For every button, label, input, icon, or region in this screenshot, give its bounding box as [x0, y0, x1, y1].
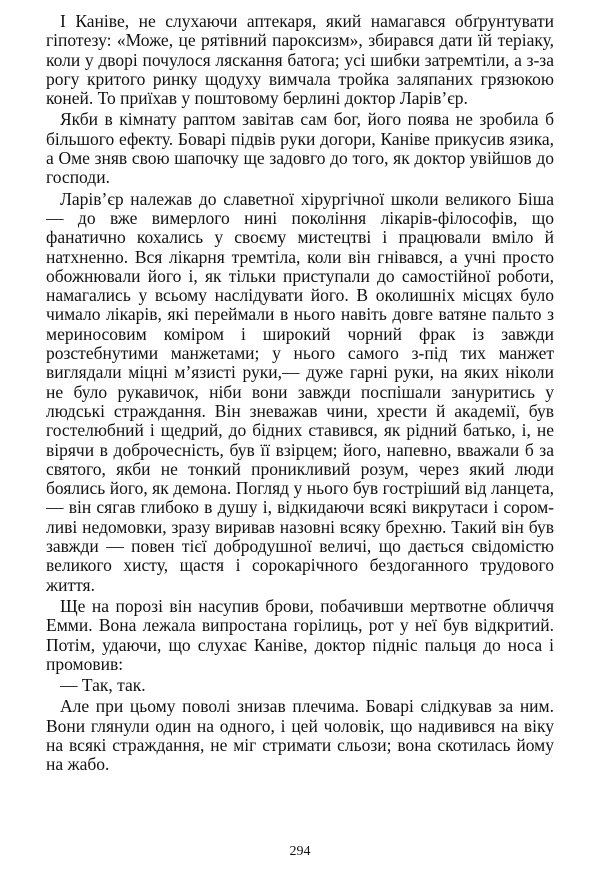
book-page [46, 12, 554, 872]
paragraph-5-dialogue: — Так, так. [60, 675, 146, 696]
paragraph-2: Якби в кімнату раптом завітав сам бог, його поява не зробила б більшого ефекту. Боварі підвів руки догори, Каніве прикусив язика, а Оме зняв свою шапочку ще задовго до того, як доктор увійшов до господи. [46, 109, 554, 188]
paragraph-1: І Каніве, не слухаючи аптекаря, який намагався обґрунтувати гіпотезу: «Може, це рятівний пароксизм», збирався дати їй теріаку, коли у дворі почулося ляскання батога; усі шибки затремтіли, а з-за рогу критого ринку щодуху вимчала тройка заляпаних грязюкою коней. То приїхав у поштовому берлині доктор Ларів’єр. [46, 11, 554, 109]
paragraph-4: Ще на порозі він насупив брови, побачивши мертвотне обличчя Емми. Вона лежала випростана горілиць, рот у неї був відкритий. Потім, удаючи, що слухає Каніве, доктор підніс пальця до носа і промовив: [46, 595, 554, 674]
paragraph-3: Ларів’єр належав до славетної хірургічної школи великого Біша — до вже вимерлого нині покоління лікарів-філософів, що фанатично кохались у своєму мистецтві і працювали вміло й натхненно. Вся лікарня тремтіла, коли він гнівався, а учні просто обожнювали його і, як тільки приступали до самостійної роботи, намагались у всьому наслідувати його. В околишніх місцях було чимало лікарів, які переймали в нього навіть довге ватяне пальто з мериносовим коміром і широкий чорний фрак із завжди розстебнутими манжетами; у нього самого з-під тих манжет виглядали міцні м’язисті руки,— дуже гарні руки, на яких ніколи не було рукавичок, ніби вони завжди поспішали зануритись у людські страждання. Він зневажав чини, хрести й академії, був гостелюбний і щедрий, до бідних ставився, як рідний батько, і, не вірячи в доброчесність, був її взірцем; його, напевно, вважали б за святого, якби не тонкий проникливий розум, через який люди боялись його, як демона. Погляд у нього був гостріший від ланцета,— він сягав глибоко в душу і, відкидаючи всякі викрутаси і соромливі недомовки, зразу виривав назовні всяку брехню. Такий він був завжди — повен тієї добродушної величі, що дається свідомістю великого хисту, щастя і сорокарічного бездоганного трудового життя. [46, 188, 554, 595]
paragraph-6: Але при цьому поволі знизав плечима. Боварі слідкував за ним. Вони глянули один на одного, і цей чоловік, що надивився на віку на всякі страждання, не міг стримати сльози; вона скотилась йому на жабо. [46, 696, 554, 775]
page-number: 294 [289, 844, 311, 859]
